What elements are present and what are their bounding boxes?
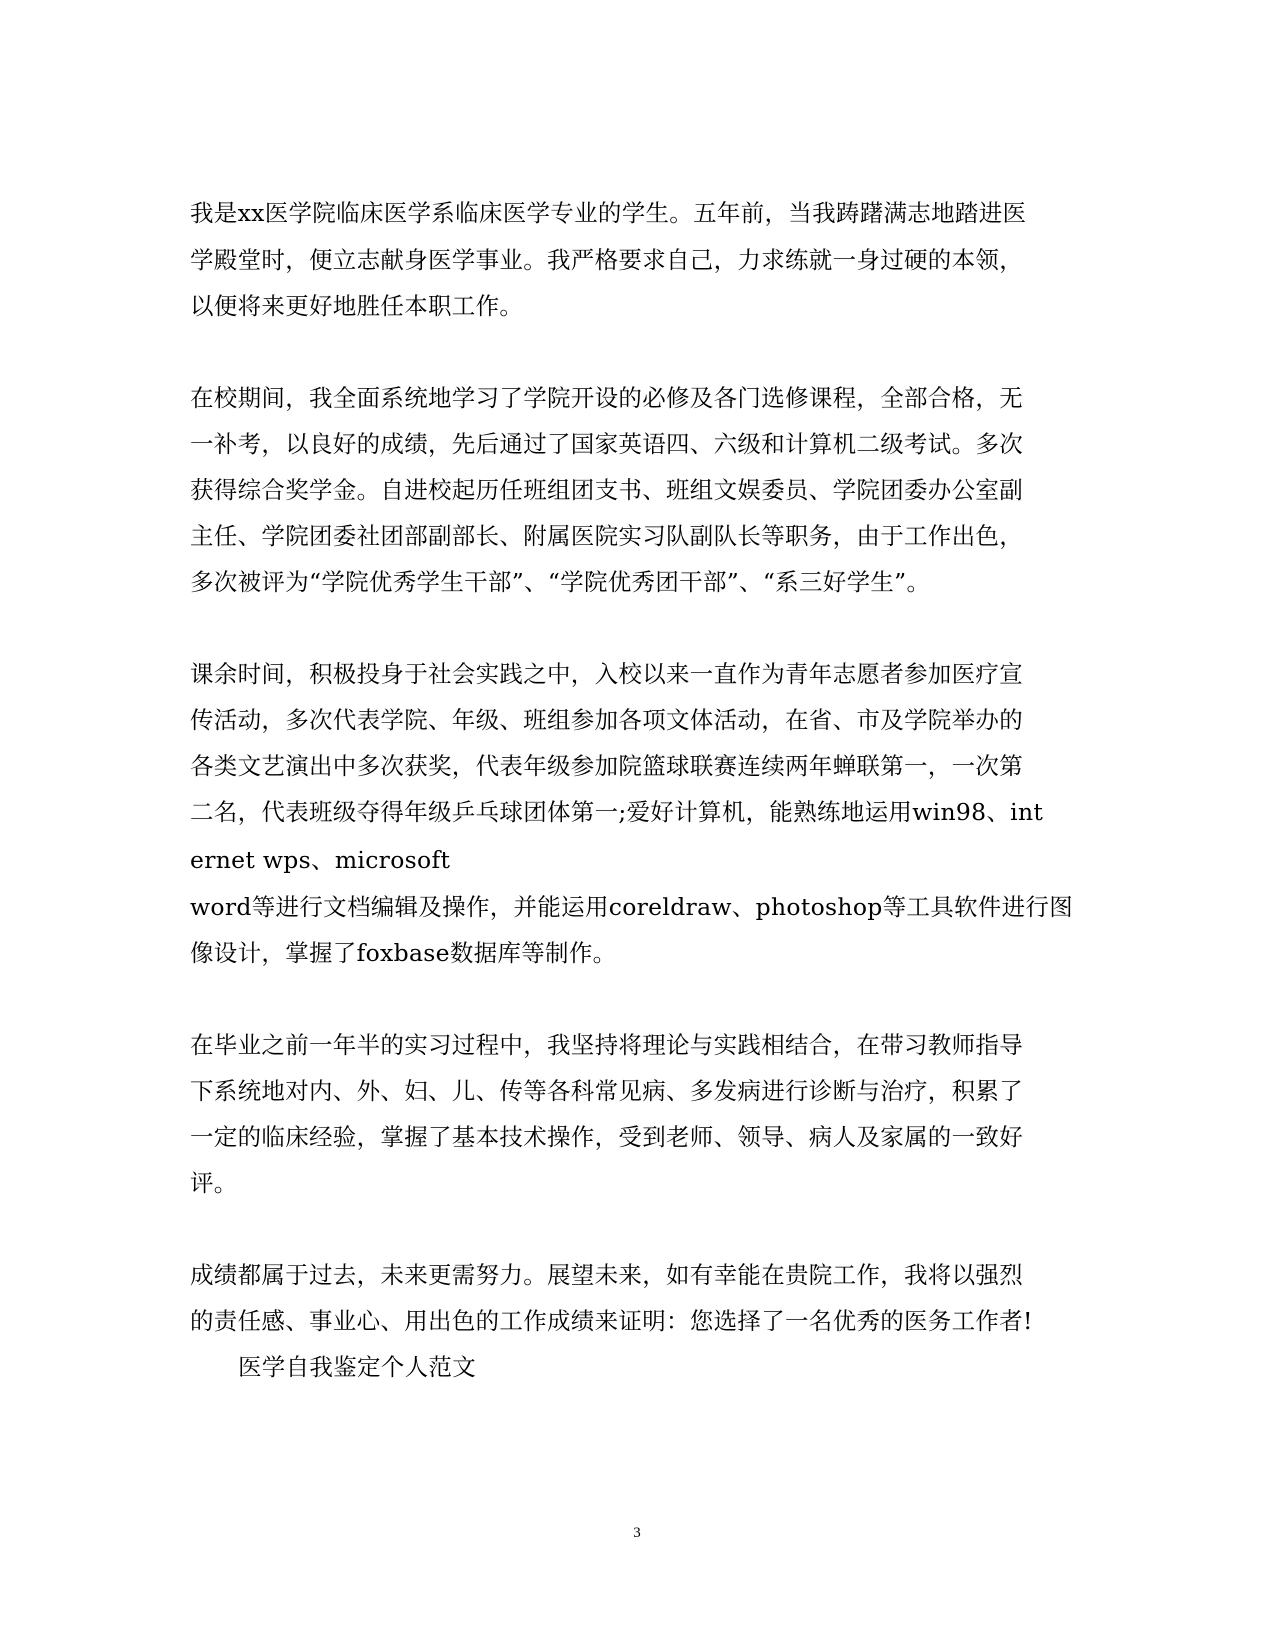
paragraph-3-line-6: word等进行文档编辑及操作，并能运用coreldraw、photoshop等工具软件进行图 xyxy=(190,893,1074,921)
paragraph-4-line-1: 在毕业之前一年半的实习过程中，我坚持将理论与实践相结合，在带习教师指导 xyxy=(190,1031,1023,1059)
paragraph-3-line-5: ernet wps、microsoft xyxy=(190,846,451,874)
paragraph-2-line-2: 一补考，以良好的成绩，先后通过了国家英语四、六级和计算机二级考试。多次 xyxy=(190,430,1023,458)
paragraph-5-line-2: 的责任感、事业心、用出色的工作成绩来证明：您选择了一名优秀的医务工作者! xyxy=(190,1307,1033,1335)
paragraph-3-line-2: 传活动，多次代表学院、年级、班组参加各项文体活动，在省、市及学院举办的 xyxy=(190,706,1023,734)
paragraph-2-line-5: 多次被评为“学院优秀学生干部”、“学院优秀团干部”、“系三好学生”。 xyxy=(190,568,931,596)
paragraph-1-line-2: 学殿堂时，便立志献身医学事业。我严格要求自己，力求练就一身过硬的本领， xyxy=(190,246,1023,274)
paragraph-3-line-7: 像设计，掌握了foxbase数据库等制作。 xyxy=(190,939,617,967)
paragraph-3-line-3: 各类文艺演出中多次获奖，代表年级参加院篮球联赛连续两年蝉联第一，一次第 xyxy=(190,752,1023,780)
paragraph-3-line-1: 课余时间，积极投身于社会实践之中，入校以来一直作为青年志愿者参加医疗宣 xyxy=(190,660,1023,688)
page-number: 3 xyxy=(633,1525,641,1541)
paragraph-3-line-4: 二名，代表班级夺得年级乒乓球团体第一;爱好计算机，能熟练地运用win98、int xyxy=(190,798,1044,826)
paragraph-1-line-1: 我是xx医学院临床医学系临床医学专业的学生。五年前，当我踌躇满志地踏进医 xyxy=(190,199,1027,227)
paragraph-5-line-1: 成绩都属于过去，未来更需努力。展望未来，如有幸能在贵院工作，我将以强烈 xyxy=(190,1261,1023,1289)
paragraph-4-line-3: 一定的临床经验，掌握了基本技术操作，受到老师、领导、病人及家属的一致好 xyxy=(190,1123,1023,1151)
paragraph-2-line-3: 获得综合奖学金。自进校起历任班组团支书、班组文娱委员、学院团委办公室副 xyxy=(190,476,1023,504)
paragraph-4-line-2: 下系统地对内、外、妇、儿、传等各科常见病、多发病进行诊断与治疗，积累了 xyxy=(190,1077,1023,1105)
paragraph-1-line-3: 以便将来更好地胜任本职工作。 xyxy=(190,292,524,320)
paragraph-2-line-4: 主任、学院团委社团部副部长、附属医院实习队副队长等职务，由于工作出色， xyxy=(190,522,1023,550)
paragraph-2-line-1: 在校期间，我全面系统地学习了学院开设的必修及各门选修课程，全部合格，无 xyxy=(190,384,1023,412)
paragraph-4-line-4: 评。 xyxy=(190,1169,238,1197)
document-subtitle: 医学自我鉴定个人范文 xyxy=(238,1353,476,1381)
